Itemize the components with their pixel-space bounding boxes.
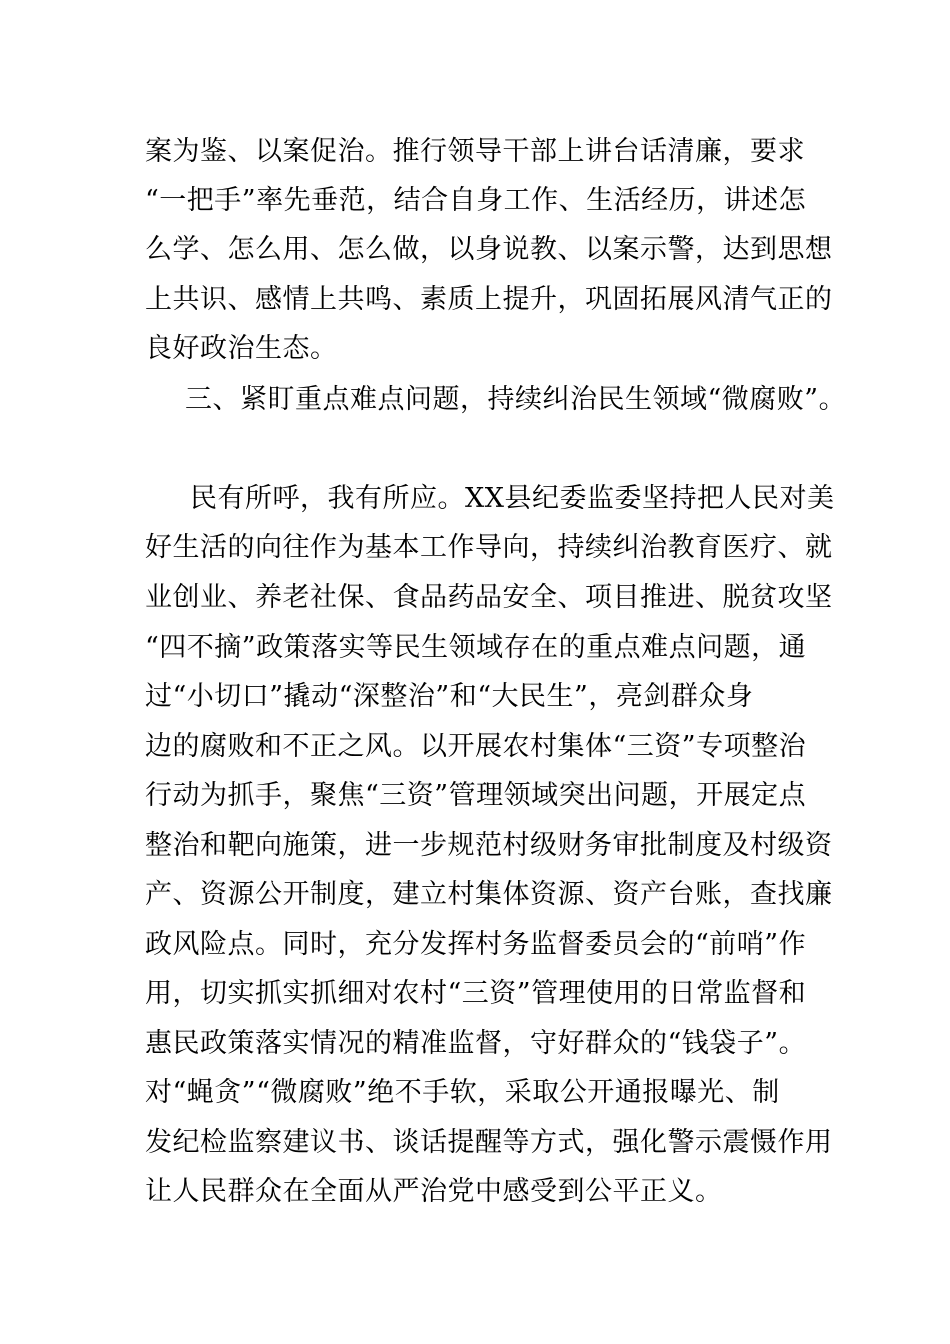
paragraph-1-line-3: 么学、怎么用、怎么做，以身说教、以案示警，达到思想 xyxy=(145,234,833,265)
paragraph-2-line-5: 过“小切口”撬动“深整治”和“大民生”，亮剑群众身 xyxy=(145,681,754,712)
paragraph-2-line-8: 整治和靶向施策，进一步规范村级财务审批制度及村级资 xyxy=(145,830,833,861)
paragraph-2-line-1: 民有所呼，我有所应。XX县纪委监委坚持把人民对美 xyxy=(190,483,835,514)
paragraph-2-line-3: 业创业、养老社保、食品药品安全、项目推进、脱贫攻坚 xyxy=(145,582,833,613)
paragraph-2-line-14: 发纪检监察建议书、谈话提醒等方式，强化警示震慑作用 xyxy=(145,1127,833,1158)
paragraph-1-line-5: 良好政治生态。 xyxy=(145,333,338,364)
paragraph-2-line-2: 好生活的向往作为基本工作导向，持续纠治教育医疗、就 xyxy=(145,532,833,563)
paragraph-2-line-6: 边的腐败和不正之风。以开展农村集体“三资”专项整治 xyxy=(145,731,807,762)
paragraph-2-line-15: 让人民群众在全面从严治党中感受到公平正义。 xyxy=(145,1176,723,1207)
paragraph-2-line-4: “四不摘”政策落实等民生领域存在的重点难点问题，通 xyxy=(145,632,807,663)
paragraph-2-line-9: 产、资源公开制度，建立村集体资源、资产台账，查找廉 xyxy=(145,879,833,910)
paragraph-1-line-2: “一把手”率先垂范，结合自身工作、生活经历，讲述怎 xyxy=(145,185,807,216)
paragraph-2-line-7: 行动为抓手，聚焦“三资”管理领域突出问题，开展定点 xyxy=(145,780,807,811)
paragraph-2-line-13: 对“蝇贪”“微腐败”绝不手软，采取公开通报曝光、制 xyxy=(145,1077,780,1108)
paragraph-2-line-11: 用，切实抓实抓细对农村“三资”管理使用的日常监督和 xyxy=(145,978,807,1009)
paragraph-1-line-1: 案为鉴、以案促治。推行领导干部上讲台话清廉，要求 xyxy=(145,136,805,167)
paragraph-2-line-10: 政风险点。同时，充分发挥村务监督委员会的“前哨”作 xyxy=(145,929,807,960)
section-heading: 三、紧盯重点难点问题，持续纠治民生领域“微腐败”。 xyxy=(185,384,847,415)
paragraph-1-line-4: 上共识、感情上共鸣、素质上提升，巩固拓展风清气正的 xyxy=(145,284,833,315)
paragraph-2-line-12: 惠民政策落实情况的精准监督，守好群众的“钱袋子”。 xyxy=(145,1028,807,1059)
